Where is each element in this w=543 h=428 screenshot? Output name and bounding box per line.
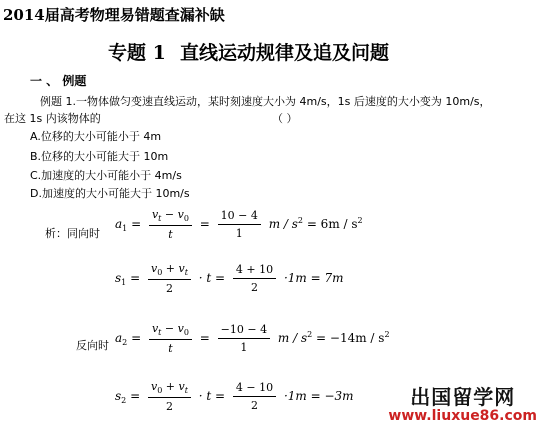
eq3-lhs: $a_2$ bbox=[115, 331, 128, 347]
problem-statement-line2: 在这 1s 内该物体的 bbox=[4, 112, 101, 125]
equation-displacement-same-direction: $s_1$ = $\frac{v_0 + v_t}{2}$ · t = $\frac{4 + 10}{2}$ ·1m = 7m bbox=[115, 262, 344, 295]
option-d: D.加速度的大小可能大于 10m/s bbox=[30, 187, 190, 200]
option-a: A.位移的大小可能小于 4m bbox=[30, 130, 162, 143]
eq4-fraction-values: $\frac{4 - 10}{2}$ bbox=[233, 381, 276, 412]
equation-displacement-opposite-direction: $s_2$ = $\frac{v_0 + v_t}{2}$ · t = $\frac{4 - 10}{2}$ ·1m = −3m bbox=[115, 380, 354, 413]
section-heading: 一 、 例题 bbox=[30, 74, 87, 88]
eq2-result: ·1m = 7m bbox=[283, 271, 344, 285]
eq1-fraction-formula: $\frac{v_t - v_0}{t}$ bbox=[149, 208, 192, 241]
topic-title bbox=[108, 38, 438, 65]
eq4-fraction-formula: $\frac{v_0 + v_t}{2}$ bbox=[148, 380, 191, 413]
equation-acceleration-same-direction: $a_1$ = $\frac{v_t - v_0}{t}$ = $\frac{10 - 4}{1}$ $m / s^2 = 6m / s^2$ bbox=[115, 208, 363, 241]
document-header: 2014届高考物理易错题查漏补缺 bbox=[3, 6, 225, 24]
watermark-title: 出国留学网 bbox=[410, 385, 516, 409]
problem-statement-line1: 例题 1.一物体做匀变速直线运动，某时刻速度大小为 4m/s，1s 后速度的大小变为 10m/s， bbox=[40, 95, 491, 108]
equation-acceleration-opposite-direction: $a_2$ = $\frac{v_t - v_0}{t}$ = $\frac{-10 - 4}{1}$ $m / s^2 = -14m / s^2$ bbox=[115, 322, 390, 355]
eq3-result: = −14m / s bbox=[312, 331, 385, 345]
option-b: B.位移的大小可能大于 10m bbox=[30, 150, 169, 163]
eq1-lhs: $a_1$ bbox=[115, 217, 128, 233]
eq1-fraction-values: $\frac{10 - 4}{1}$ bbox=[218, 209, 261, 240]
reverse-direction-label: 反向时 bbox=[76, 339, 109, 352]
watermark-url: www.liuxue86.com bbox=[388, 408, 537, 424]
site-watermark bbox=[388, 381, 537, 424]
eq2-fraction-values: $\frac{4 + 10}{2}$ bbox=[233, 263, 276, 294]
eq1-result: = 6m / s bbox=[303, 217, 358, 231]
eq2-fraction-formula: $\frac{v_0 + v_t}{2}$ bbox=[148, 262, 191, 295]
eq4-lhs: $s_2$ bbox=[115, 389, 127, 405]
eq2-lhs: $s_1$ bbox=[115, 271, 127, 287]
topic-number: 专题 1 bbox=[108, 42, 166, 64]
analysis-label: 析：同向时 bbox=[45, 227, 100, 240]
eq4-result: ·1m = −3m bbox=[283, 389, 354, 403]
eq3-fraction-values: $\frac{-10 - 4}{1}$ bbox=[218, 323, 270, 354]
answer-blank: （ ） bbox=[272, 112, 298, 125]
eq3-fraction-formula: $\frac{v_t - v_0}{t}$ bbox=[149, 322, 192, 355]
topic-name: 直线运动规律及追及问题 bbox=[180, 42, 390, 64]
option-c: C.加速度的大小可能小于 4m/s bbox=[30, 169, 182, 182]
